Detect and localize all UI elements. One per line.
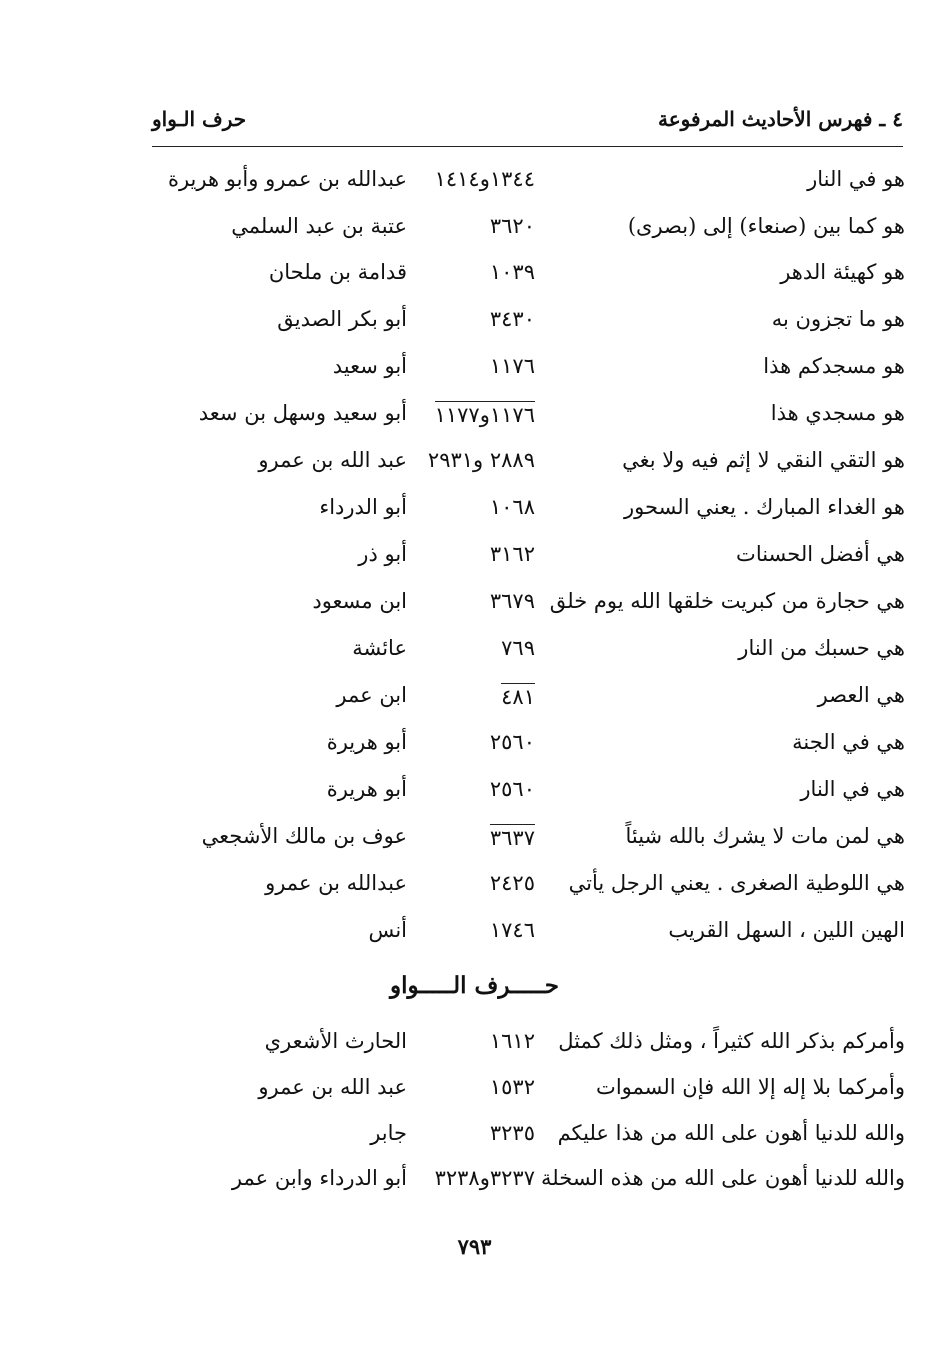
- index-row: [0, 824, 949, 864]
- hadith-number: ١٠٣٩: [489, 260, 535, 284]
- hadith-text: هي العصر: [817, 683, 905, 707]
- hadith-number: ٢٥٦٠: [489, 777, 535, 801]
- narrator: أبو سعيد: [332, 354, 407, 378]
- narrator: أبو ذر: [358, 542, 407, 566]
- index-row: [0, 542, 949, 582]
- narrator: أبو سعيد وسهل بن سعد: [198, 401, 407, 425]
- hadith-text: وأمركم بذكر الله كثيراً ، ومثل ذلك كمثل: [558, 1029, 905, 1053]
- hadith-text: هو مسجدي هذا: [770, 401, 905, 425]
- hadith-number: ٧٦٩: [501, 636, 535, 660]
- index-row: [0, 260, 949, 300]
- hadith-number: ١٥٣٢: [489, 1075, 535, 1099]
- hadith-text: هو الغداء المبارك . يعني السحور: [624, 495, 905, 519]
- narrator: ابن عمر: [336, 683, 407, 707]
- hadith-text: والله للدنيا أهون على الله من هذا عليكم: [557, 1121, 905, 1145]
- narrator: عبدالله بن عمرو وأبو هريرة: [167, 167, 407, 191]
- narrator: أبو الدرداء وابن عمر: [231, 1166, 407, 1190]
- hadith-number: ١٦١٢: [489, 1029, 535, 1053]
- index-row: [0, 636, 949, 676]
- narrator: أنس: [368, 918, 407, 942]
- hadith-text: هي في الجنة: [792, 730, 905, 754]
- hadith-number: ٤٨١: [501, 685, 535, 709]
- hadith-text: هي اللوطية الصغرى . يعني الرجل يأتي: [568, 871, 905, 895]
- hadith-number: ١٧٤٦: [489, 918, 535, 942]
- narrator: قدامة بن ملحان: [268, 260, 407, 284]
- index-row: [0, 214, 949, 254]
- hadith-number: ٣٢٣٧و٣٢٣٨: [434, 1166, 535, 1190]
- hadith-text: هي لمن مات لا يشرك بالله شيئاً: [625, 824, 905, 848]
- narrator: عائشة: [352, 636, 407, 660]
- hadith-text: هو في النار: [807, 167, 905, 191]
- narrator: عبد الله بن عمرو: [258, 448, 407, 472]
- hadith-text: هي في النار: [800, 777, 905, 801]
- narrator: عتبة بن عبد السلمي: [231, 214, 407, 238]
- narrator: عبدالله بن عمرو: [265, 871, 407, 895]
- hadith-number: ٣١٦٢: [489, 542, 535, 566]
- index-row: [0, 495, 949, 535]
- hadith-number: ١١٧٦: [489, 354, 535, 378]
- index-row: [0, 730, 949, 770]
- narrator: أبو الدرداء: [319, 495, 407, 519]
- section-title-waw: حـــــرف الـــــواو: [390, 972, 559, 999]
- header-rule: [152, 146, 903, 147]
- index-row: [0, 307, 949, 347]
- hadith-text: والله للدنيا أهون على الله من هذه السخلة: [541, 1166, 905, 1190]
- hadith-text: هو ما تجزون به: [771, 307, 905, 331]
- hadith-text: هي حسبك من النار: [738, 636, 905, 660]
- hadith-number: ١٠٦٨: [489, 495, 535, 519]
- narrator: عبد الله بن عمرو: [258, 1075, 407, 1099]
- hadith-number: ٣٤٣٠: [489, 307, 535, 331]
- index-row: [0, 401, 949, 441]
- hadith-number: ١٣٤٤و١٤١٤: [434, 167, 535, 191]
- narrator: أبو هريرة: [326, 730, 407, 754]
- hadith-text: الهين اللين ، السهل القريب: [668, 918, 905, 942]
- narrator: جابر: [370, 1121, 407, 1145]
- index-row: [0, 1121, 949, 1161]
- narrator: أبو هريرة: [326, 777, 407, 801]
- index-row: [0, 777, 949, 817]
- narrator: الحارث الأشعري: [264, 1029, 407, 1053]
- hadith-text: هي حجارة من كبريت خلقها الله يوم خلق: [549, 589, 905, 613]
- hadith-number: ١١٧٦و١١٧٧: [434, 403, 535, 427]
- index-row: [0, 918, 949, 958]
- index-row: [0, 448, 949, 488]
- index-row: [0, 1029, 949, 1069]
- hadith-text: هي أفضل الحسنات: [736, 542, 905, 566]
- hadith-text: هو مسجدكم هذا: [763, 354, 905, 378]
- narrator: عوف بن مالك الأشجعي: [201, 824, 407, 848]
- index-row: [0, 1166, 949, 1206]
- hadith-number: ٢٨٨٩ و٢٩٣١: [427, 448, 535, 472]
- hadith-text: وأمركما بلا إله إلا الله فإن السموات: [596, 1075, 905, 1099]
- hadith-number: ٣٢٣٥: [489, 1121, 535, 1145]
- narrator: ابن مسعود: [312, 589, 407, 613]
- index-row: [0, 354, 949, 394]
- hadith-text: هو التقي النقي لا إثم فيه ولا بغي: [622, 448, 905, 472]
- index-row: [0, 589, 949, 629]
- index-row: [0, 683, 949, 723]
- index-row: [0, 871, 949, 911]
- hadith-number: ٣٦٣٧: [489, 826, 535, 850]
- hadith-text: هو كما بين (صنعاء) إلى (بصرى): [627, 214, 905, 238]
- index-row: [0, 167, 949, 207]
- running-head-letter: حرف الـواو: [152, 107, 247, 131]
- running-head: [152, 102, 903, 136]
- hadith-number: ٣٦٢٠: [489, 214, 535, 238]
- running-head-index-title: ٤ ـ فهرس الأحاديث المرفوعة: [657, 107, 903, 131]
- page-number: ٧٩٣: [457, 1234, 492, 1259]
- hadith-number: ٢٥٦٠: [489, 730, 535, 754]
- narrator: أبو بكر الصديق: [277, 307, 407, 331]
- hadith-number: ٢٤٢٥: [489, 871, 535, 895]
- hadith-text: هو كهيئة الدهر: [780, 260, 905, 284]
- index-row: [0, 1075, 949, 1115]
- hadith-number: ٣٦٧٩: [489, 589, 535, 613]
